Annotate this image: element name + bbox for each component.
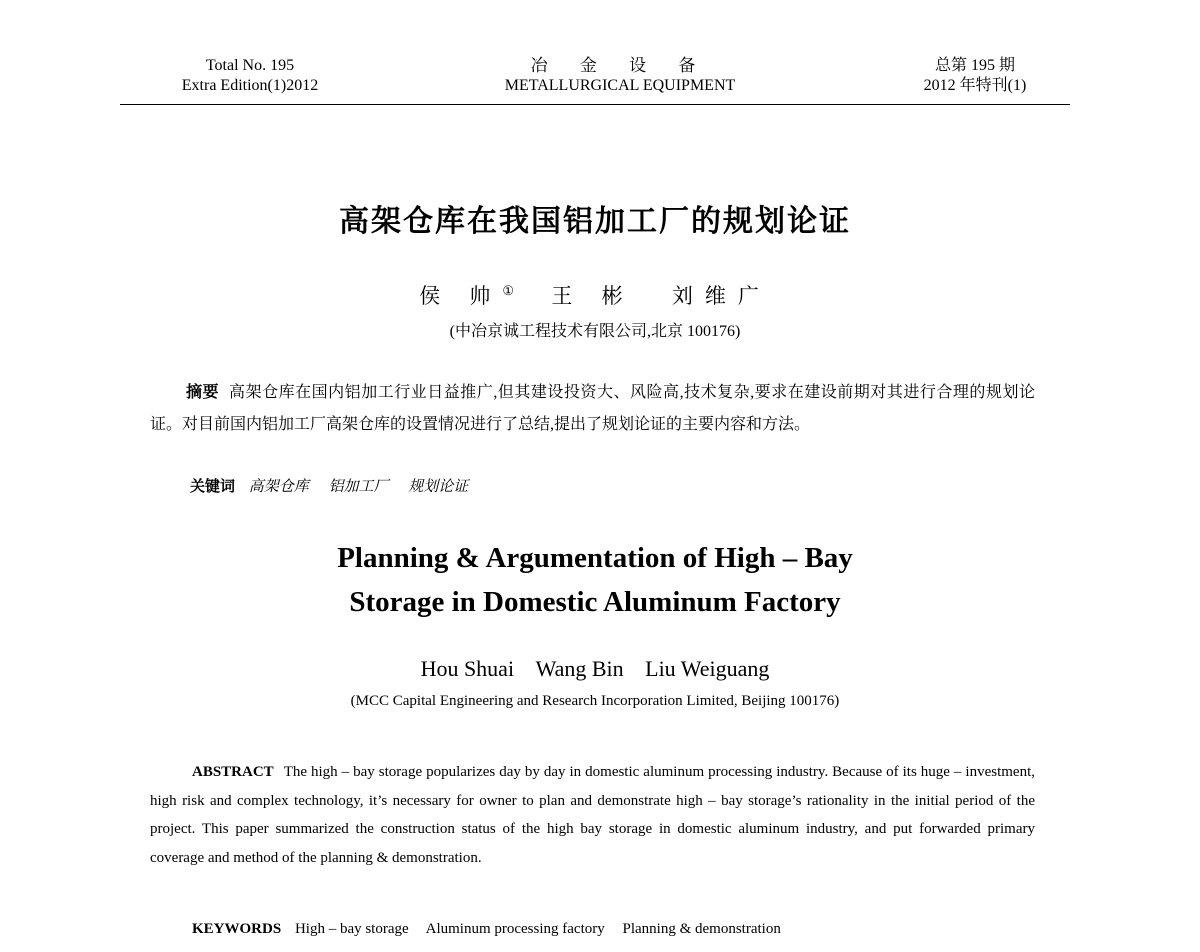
en-affiliation: (MCC Capital Engineering and Research Incorporation Limited, Beijing 100176) [350, 693, 840, 709]
cn-keywords [190, 473, 1030, 500]
total-number-cn: 总第 195 期 [934, 57, 1015, 74]
en-keywords [192, 916, 1032, 942]
en-authors [0, 656, 1190, 682]
en-title-line-1: Planning & Argumentation of High – Bay [337, 542, 853, 574]
journal-issue-info [120, 56, 380, 96]
cn-affiliation: (中冶京诚工程技术有限公司,北京 100176) [449, 323, 741, 340]
cn-keywords-label: 关键词 [190, 477, 236, 495]
cn-abstract-text: 高架仓库在国内铝加工行业日益推广,但其建设投资大、风险高,技术复杂,要求在建设前期对其进行合理的规划论证。对目前国内铝加工厂高架仓库的设置情况进行了总结,提出了规划论证的主要内容和方法。 [150, 384, 1035, 433]
journal-name [440, 56, 800, 96]
cn-abstract-label: 摘要 [186, 382, 220, 401]
total-number: Total No. 195 [205, 57, 295, 74]
en-abstract [150, 758, 1035, 872]
cn-author-3: 刘维广 [671, 284, 771, 308]
special-issue-cn: 2012 年特刊(1) [923, 77, 1027, 94]
en-author-1: Hou Shuai [420, 656, 515, 681]
en-keyword-1: High – bay storage [294, 921, 409, 937]
journal-issue-info-cn [880, 56, 1070, 96]
en-abstract-label: ABSTRACT [192, 764, 274, 780]
cn-abstract [150, 376, 1035, 441]
en-keyword-2: Aluminum processing factory [425, 921, 605, 937]
extra-edition: Extra Edition(1)2012 [181, 77, 319, 94]
en-abstract-text: The high – bay storage popularizes day by day in domestic aluminum processing industry. Because of its huge – investment, high risk and complex technology, it’s necessary for owner to plan and demonstrate high – bay storage’s rationality in the initial period of the project. This paper summarized the construction status of the high bay storage in domestic aluminum industry, and put forwarded primary coverage and method of the planning & demonstration. [150, 764, 1035, 866]
cn-author-2: 王 彬 [551, 284, 635, 308]
cn-authors [0, 280, 1190, 310]
en-author-3: Liu Weiguang [645, 656, 770, 681]
header-divider [120, 104, 1070, 105]
cn-author-1: 侯 帅① [419, 283, 515, 308]
en-title [0, 536, 1190, 624]
author-footnote-mark: ① [502, 283, 515, 298]
cn-keyword-1: 高架仓库 [248, 479, 309, 495]
en-keyword-3: Planning & demonstration [622, 921, 781, 937]
journal-name-en: METALLURGICAL EQUIPMENT [504, 77, 736, 94]
cn-title: 高架仓库在我国铝加工厂的规划论证 [339, 204, 851, 239]
en-title-line-2: Storage in Domestic Aluminum Factory [349, 586, 841, 618]
journal-name-cn: 冶 金 设 备 [530, 56, 710, 75]
en-keywords-label: KEYWORDS [192, 921, 282, 937]
cn-keyword-3: 规划论证 [408, 479, 469, 495]
en-author-2: Wang Bin [535, 656, 624, 681]
cn-keyword-2: 铝加工厂 [328, 479, 389, 495]
